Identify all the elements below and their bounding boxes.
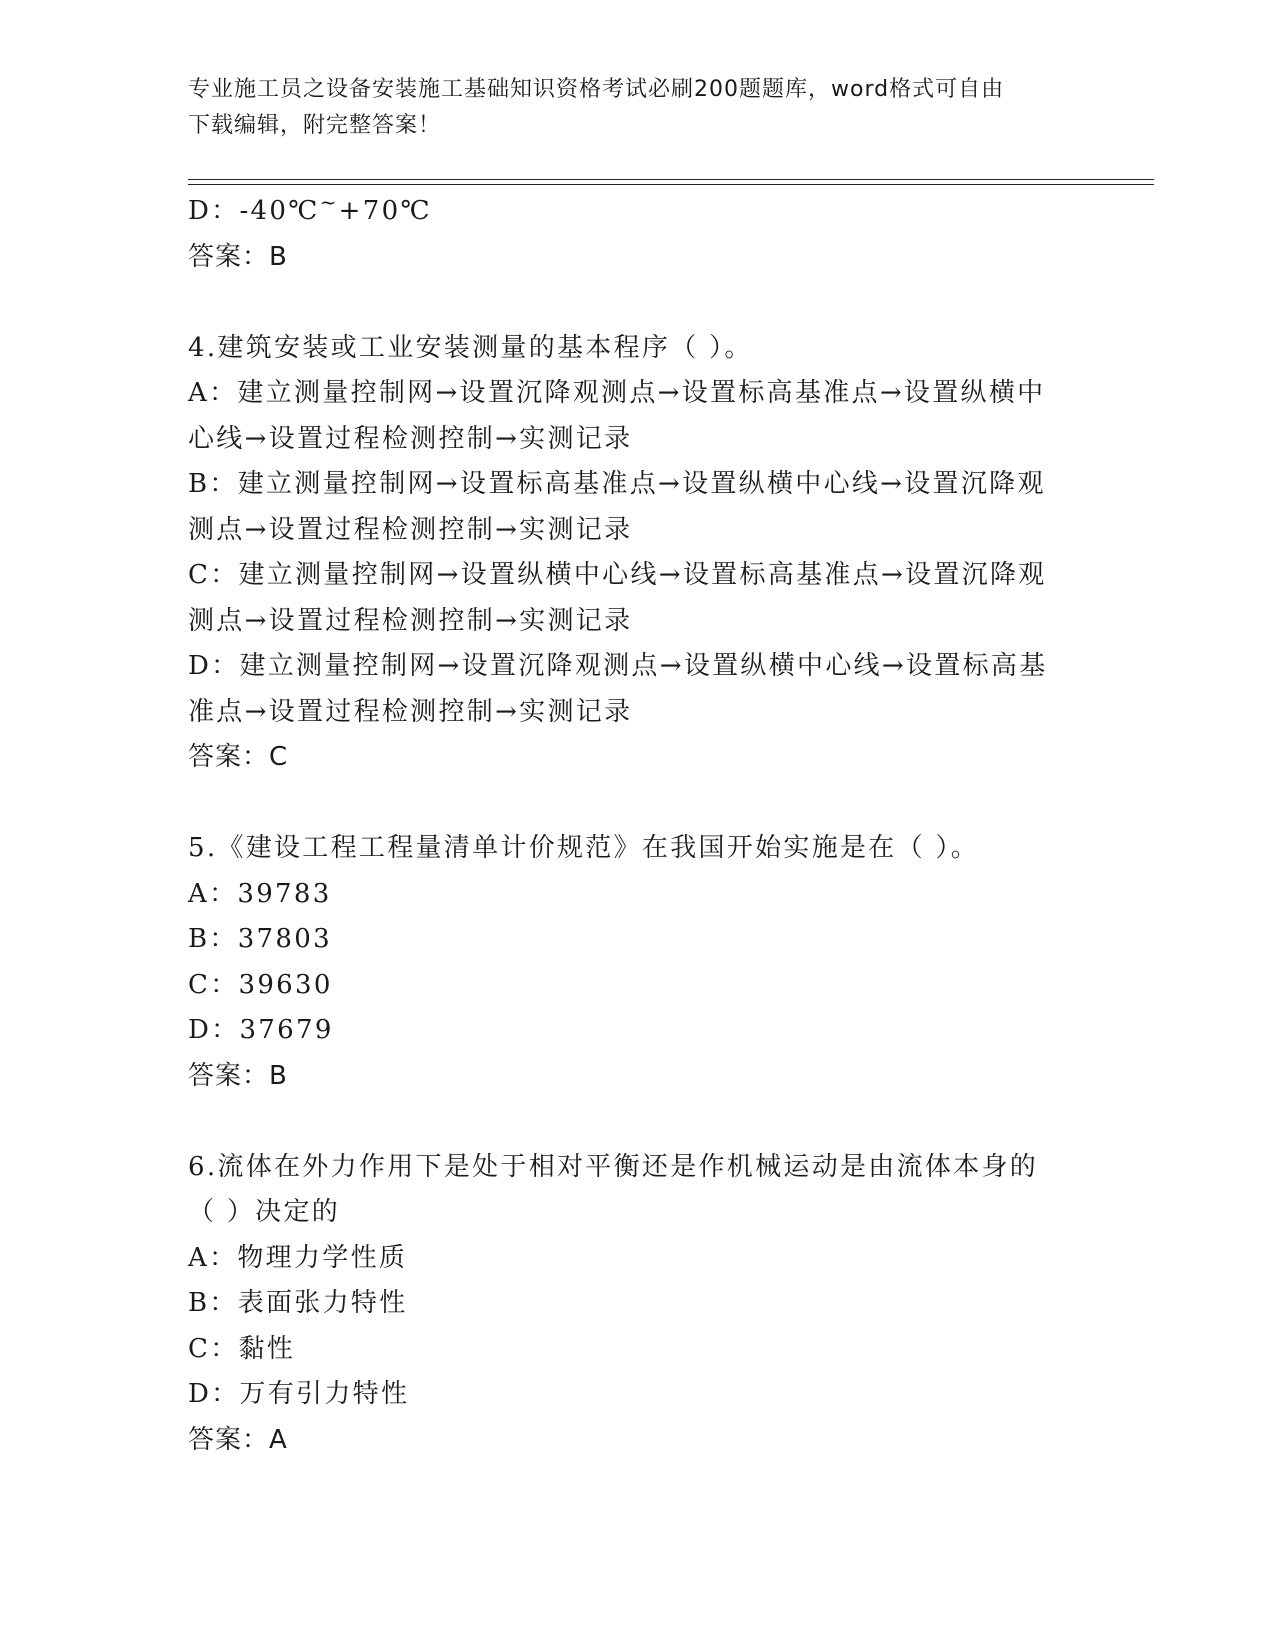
- q6-option-b: B：表面张力特性: [188, 1288, 408, 1318]
- q4-option-a-line-2: 心线→设置过程检测控制→实测记录: [188, 423, 633, 454]
- q5-option-c: C：39630: [188, 969, 333, 1000]
- q6-option-a: A：物理力学性质: [188, 1242, 408, 1273]
- q6-option-c: C：黏性: [188, 1333, 296, 1364]
- header-title-line-1: 专业施工员之设备安装施工基础知识资格考试必刷200题题库，word格式可自由: [188, 77, 1005, 102]
- q5-option-d: D：37679: [188, 1015, 334, 1045]
- q4-option-c-line-1: C：建立测量控制网→设置纵横中心线→设置标高基准点→设置沉降观: [188, 560, 1047, 590]
- q4-option-d-line-2: 准点→设置过程检测控制→实测记录: [188, 696, 633, 727]
- q3-option-d: [188, 189, 1088, 235]
- q4-answer: 答案：C: [188, 742, 289, 772]
- q4-option-b-line-1: B：建立测量控制网→设置标高基准点→设置纵横中心线→设置沉降观: [188, 469, 1046, 499]
- header-divider-bottom: [188, 184, 1154, 185]
- q4-option-c-line-2: 测点→设置过程检测控制→实测记录: [188, 605, 633, 636]
- q4-option-d-line-1: D：建立测量控制网→设置沉降观测点→设置纵横中心线→设置标高基: [188, 651, 1048, 681]
- document-body: [188, 189, 1088, 1463]
- q5-option-b: B：37803: [188, 924, 332, 954]
- q3-option-d-suffix: +70℃: [338, 196, 432, 226]
- document-header: [188, 72, 1068, 144]
- q5-option-a: A：39783: [188, 878, 332, 909]
- header-divider-top: [188, 179, 1154, 180]
- header-title-line-2: 下载编辑，附完整答案！: [188, 113, 442, 138]
- q5-stem: 5.《建设工程工程量清单计价规范》在我国开始实施是在（ ）。: [188, 833, 980, 863]
- q6-stem-line-2: （ ）决定的: [188, 1197, 341, 1227]
- q4-stem: 4.建筑安装或工业安装测量的基本程序（ ）。: [188, 332, 753, 363]
- q5-answer: 答案：B: [188, 1060, 288, 1091]
- q3-answer: 答案：B: [188, 241, 288, 272]
- q4-option-b-line-2: 测点→设置过程检测控制→实测记录: [188, 514, 633, 545]
- q3-option-d-tilde: ~: [319, 190, 339, 214]
- spacer: [188, 280, 1088, 326]
- q6-answer: 答案：A: [188, 1424, 288, 1455]
- q6-stem-line-1: 6.流体在外力作用下是处于相对平衡还是作机械运动是由流体本身的: [188, 1151, 1039, 1182]
- spacer: [188, 781, 1088, 827]
- q6-option-d: D：万有引力特性: [188, 1379, 410, 1409]
- q3-option-d-prefix: D：-40℃: [188, 196, 320, 226]
- q4-option-a-line-1: A：建立测量控制网→设置沉降观测点→设置标高基准点→设置纵横中: [188, 378, 1046, 408]
- spacer: [188, 1099, 1088, 1145]
